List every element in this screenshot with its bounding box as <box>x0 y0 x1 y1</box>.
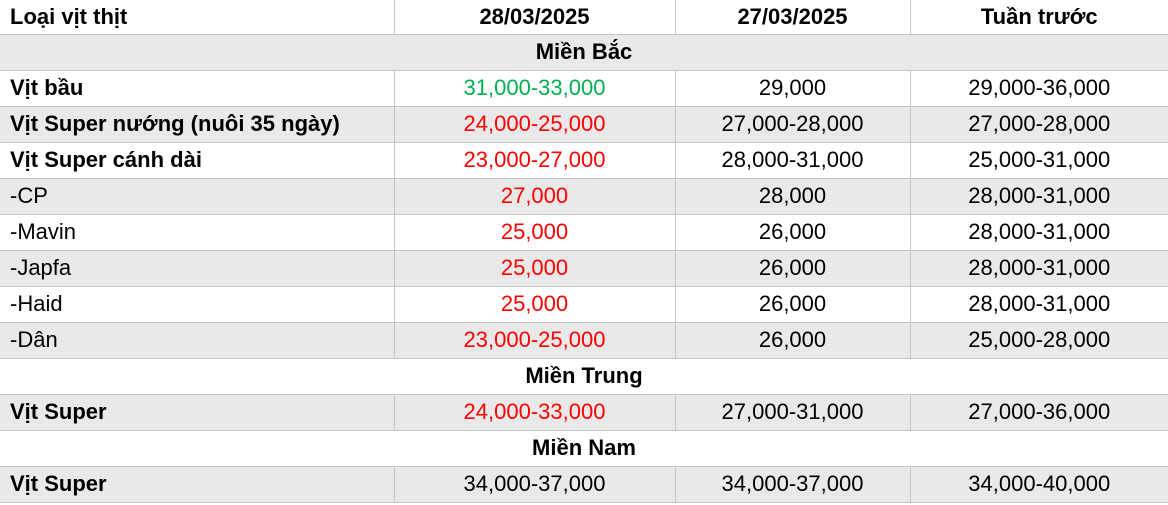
price-current: 25,000 <box>394 214 675 250</box>
price-last-week: 28,000-31,000 <box>910 214 1168 250</box>
price-previous: 26,000 <box>675 286 910 322</box>
section-row-mien-nam <box>0 430 1168 466</box>
price-previous: 27,000-31,000 <box>675 394 910 430</box>
header-row <box>0 0 1168 34</box>
price-previous: 34,000-37,000 <box>675 466 910 502</box>
row-label: Vịt bầu <box>0 70 394 106</box>
price-current: 27,000 <box>394 178 675 214</box>
price-last-week: 28,000-31,000 <box>910 250 1168 286</box>
price-current: 23,000-25,000 <box>394 322 675 358</box>
table-row-cp <box>0 178 1168 214</box>
table-row-haid <box>0 286 1168 322</box>
price-current: 34,000-37,000 <box>394 466 675 502</box>
table-row-japfa <box>0 250 1168 286</box>
price-last-week: 27,000-36,000 <box>910 394 1168 430</box>
table-row-vit-super-canh-dai <box>0 142 1168 178</box>
price-previous: 26,000 <box>675 214 910 250</box>
row-label: -Japfa <box>0 250 394 286</box>
section-label: Miền Trung <box>0 358 1168 394</box>
column-header-last-week: Tuần trước <box>910 0 1168 34</box>
price-previous: 28,000-31,000 <box>675 142 910 178</box>
price-current: 24,000-25,000 <box>394 106 675 142</box>
section-label: Miền Bắc <box>0 34 1168 70</box>
price-last-week: 28,000-31,000 <box>910 286 1168 322</box>
price-last-week: 34,000-40,000 <box>910 466 1168 502</box>
table-row-vit-super-trung <box>0 394 1168 430</box>
price-last-week: 25,000-28,000 <box>910 322 1168 358</box>
price-current: 25,000 <box>394 286 675 322</box>
price-last-week: 27,000-28,000 <box>910 106 1168 142</box>
row-label: Vịt Super <box>0 466 394 502</box>
price-last-week: 25,000-31,000 <box>910 142 1168 178</box>
row-label: -CP <box>0 178 394 214</box>
column-header-date-current: 28/03/2025 <box>394 0 675 34</box>
row-label: Vịt Super nướng (nuôi 35 ngày) <box>0 106 394 142</box>
column-header-date-previous: 27/03/2025 <box>675 0 910 34</box>
section-row-mien-trung <box>0 358 1168 394</box>
price-previous: 26,000 <box>675 250 910 286</box>
row-label: -Haid <box>0 286 394 322</box>
section-label: Miền Nam <box>0 430 1168 466</box>
row-label: -Dân <box>0 322 394 358</box>
row-label: -Mavin <box>0 214 394 250</box>
table-row-vit-super-nam <box>0 466 1168 502</box>
price-current: 31,000-33,000 <box>394 70 675 106</box>
price-current: 24,000-33,000 <box>394 394 675 430</box>
price-last-week: 28,000-31,000 <box>910 178 1168 214</box>
price-previous: 28,000 <box>675 178 910 214</box>
price-current: 23,000-27,000 <box>394 142 675 178</box>
price-current: 25,000 <box>394 250 675 286</box>
column-header-product-type: Loại vịt thịt <box>0 0 394 34</box>
row-label: Vịt Super cánh dài <box>0 142 394 178</box>
table-row-mavin <box>0 214 1168 250</box>
row-label: Vịt Super <box>0 394 394 430</box>
price-last-week: 29,000-36,000 <box>910 70 1168 106</box>
table-row-vit-super-nuong <box>0 106 1168 142</box>
price-previous: 29,000 <box>675 70 910 106</box>
table-row-dan <box>0 322 1168 358</box>
price-previous: 27,000-28,000 <box>675 106 910 142</box>
table-row-vit-bau <box>0 70 1168 106</box>
section-row-mien-bac <box>0 34 1168 70</box>
price-previous: 26,000 <box>675 322 910 358</box>
